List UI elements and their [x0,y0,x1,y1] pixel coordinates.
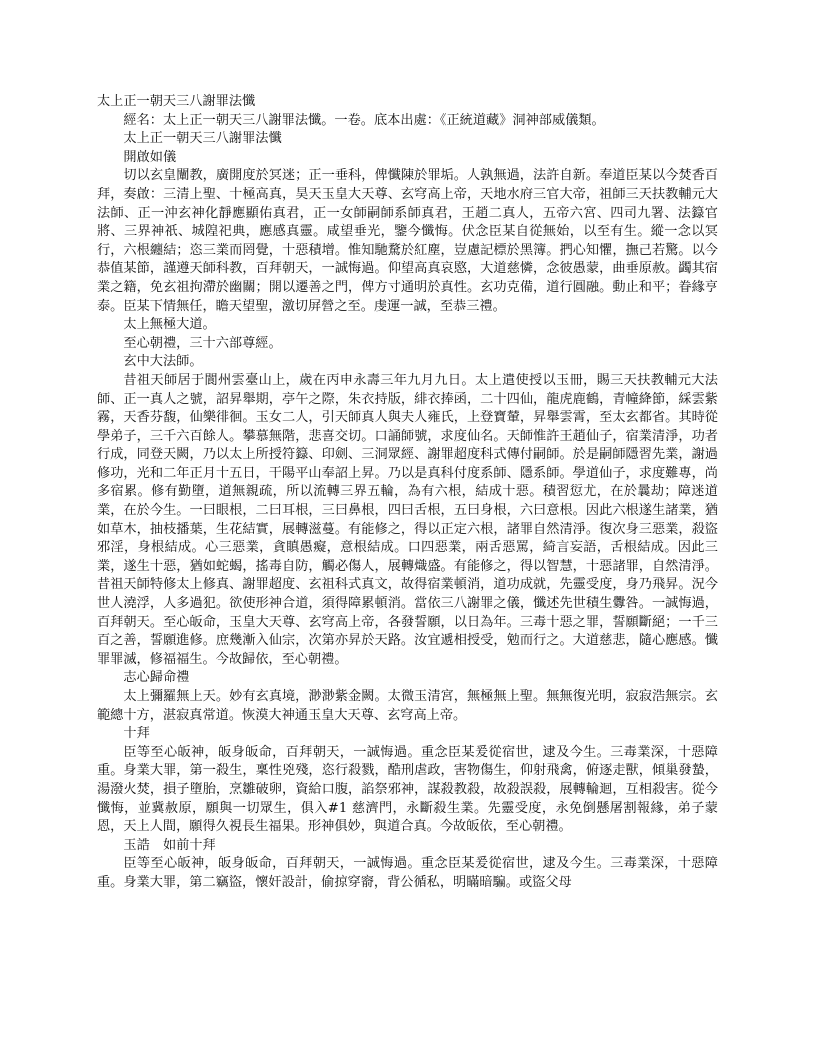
paragraph-chen-deng-second: 臣等至心皈神，皈身皈命，百拜朝天，一誠悔過。重念臣某爰從宿世，逮及今生。三毒業深，十惡障重。身業大罪，第二竊盜，懷奸設計，偷掠穿窬，背公循私，明瞞暗騙。或盜父母 [97,856,718,890]
doc-title: 太上正一朝天三八謝罪法懺 [97,94,256,109]
invocation-wuji-dadao: 太上無極大道。 [123,317,216,333]
section-heading-kaiqi: 開啟如儀 [123,149,177,165]
document-body [97,93,718,893]
invocation-zunjing: 至心朝禮，三十六部尊經。 [123,335,282,351]
heading-zhixin-guimingli: 志心歸命禮 [123,670,190,686]
inner-title: 太上正一朝天三八謝罪法懺 [123,131,282,147]
paragraph-xizu-tianshi: 昔祖天師居于閬州雲臺山上，歲在丙申永壽三年九月九日。太上遣使授以玉冊，賜三天扶教輔元大法師、正一真人之號，詔昇舉期，亭午之際，朱衣持版，緋衣捧函，二十四仙，龍虎鹿鶴，青幢絳節，綵雲紫霧，天香芬馥，仙樂徘徊。玉女二人，引天師真人與夫人雍氏，上登寶輦，昇舉雲霄，至太玄都省。其時從學弟子，三千六百餘人。攀慕無階，悲喜交切。口誦師號，求度仙名。天師惟許王趙仙子，宿業清淨，功者行成，同登天闕，乃以太上所授符籙、印劍、三洞眾經、謝罪超度科式傳付嗣師。於是嗣師隱習先業，謝過修功，光和二年正月十五日，干陽平山奉詔上昇。乃以是真科付度系師、隱系師。學道仙子，求度難專，尚多宿累。修有勤墮，道無親疏，所以流轉三界五輪，為有六根，結成十惡。積習愆尤，在於曩劫；障迷道業，在於今生。一曰眼根，二曰耳根，三曰鼻根，四曰舌根，五曰身根，六曰意根。因此六根遂生諸業，猶如草木，抽枝播葉，生花結實，展轉滋蔓。有能修之，得以正定六根，諸罪自然清淨。復次身三惡業，殺盜邪淫，身根結成。心三惡業，貪瞋愚癡，意根結成。口四惡業，兩舌惡罵，綺言妄語，舌根結成。因此三業，遂生十惡，猶如蛇蝎，搖毒自防，觸必傷人，展轉熾盛。有能修之，得以智慧，十惡諸罪，自然清淨。昔祖天師特修太上修真、謝罪超度、玄祖科式真文，故得宿業頓消，道功成就，先靈受度，身乃飛昇。況今世人澆浮，人多過犯。欲使形神合道，須得障累頓消。當依三八謝罪之儀，懺述先世積生釁咎。一誠悔過，百拜朝天。至心皈命，玉皇大天尊、玄穹高上帝，各發誓願，以日為年。三毒十惡之罪，誓願斷絕；一千三百之善，誓願進修。庶幾漸入仙宗，次第亦昇於天路。汝宜遞相授受，勉而行之。大道慈悲，隨心應感。懺罪罪滅，修福福生。今故歸依，至心朝禮。 [97,372,718,667]
heading-yugao: 玉誥 如前十拜 [123,837,216,853]
invocation-xuanzhong-dafashi: 玄中大法師。 [123,354,203,370]
heading-shibai: 十拜 [123,726,150,742]
paragraph-taishang-miluo: 太上彌羅無上天。妙有玄真境，渺渺紫金闕。太微玉清宮，無極無上聖。無無復光明，寂寂浩無宗。玄範總十方，湛寂真常道。恢漠大神通玉皇大天尊、玄穹高上帝。 [97,689,718,723]
scripture-info: 經名：太上正一朝天三八謝罪法懺。一卷。底本出處：《正統道藏》洞神部威儀類。 [123,112,605,128]
paragraph-chen-deng-first: 臣等至心皈神，皈身皈命，百拜朝天，一誠悔過。重念臣某爰從宿世，逮及今生。三毒業深，十惡障重。身業大罪，第一殺生，稟性兇殘，恣行殺戮，酷刑虐政，害物傷生，仰射飛禽，俯逐走獸，傾巢發蟄，湯潑火焚，損子墮胎，烹雛破卵，資給口腹，諂祭邪神，謀殺教殺，故殺誤殺，展轉輪迴，互相殺害。從今懺悔，並冀赦原，願與一切眾生，俱入#1 慈濟門，永斷殺生業。先靈受度，永免倒懸屠割報緣，弟子蒙恩，天上人間，願得久視長生福果。形神俱妙，與道合真。今故皈依，至心朝禮。 [97,744,718,835]
paragraph-qieyi: 切以玄皇闡教，廣開度於冥迷；正一垂科，俾懺陳於罪垢。人孰無過，法許自新。奉道臣某以今焚香百拜，奏啟：三清上聖、十極高真，昊天玉皇大天尊、玄穹高上帝，天地水府三官大帝，祖師三天扶教輔元大法師、正一沖玄神化靜應顯佑真君，正一女師嗣師系師真君，王趙二真人，五帝六宮、四司九署、法籙官將、三界神祇、城隍祀典，應感真靈。咸望垂光，鑒今懺悔。伏念臣某自從無始，以至有生。縱一念以冥行，六根纏結；恣三業而罔覺，十惡積增。惟知馳騖於紅塵，豈慮記標於黑簿。捫心知懼，撫己若驚。以今恭值某節，謹遵天師科教，百拜朝天，一誠悔過。仰望高真哀愍，大道慈憐，念彼愚蒙，曲垂原赦。蠲其宿業之籍，免玄祖拘滯於幽關；開以遷善之門，俾方寸通明於真性。玄功克備，道行圓融。動止和平；眷緣亨泰。臣某下情無任，瞻天望聖，激切屏營之至。虔運一誠，至恭三禮。 [97,168,718,314]
